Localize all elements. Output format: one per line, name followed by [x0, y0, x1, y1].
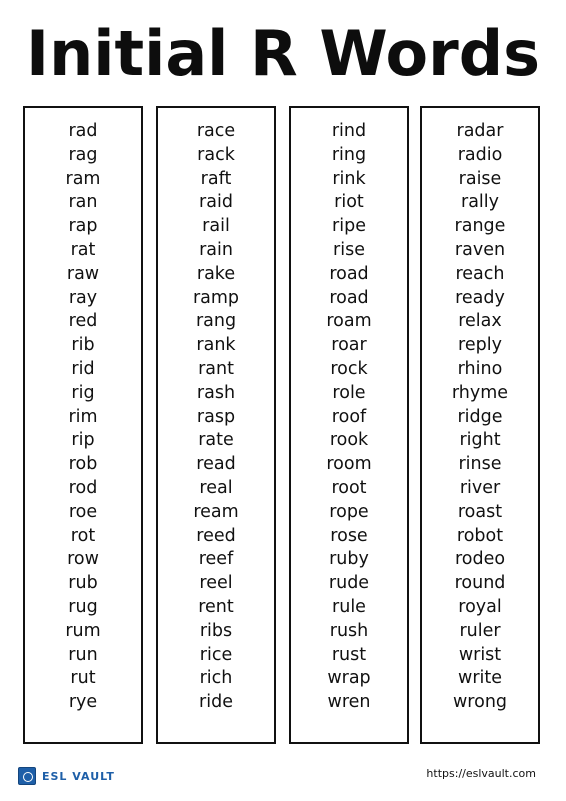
word-item: roe [68, 501, 98, 522]
word-item: ribs [199, 620, 233, 641]
word-item: rake [196, 263, 236, 284]
word-item: raven [454, 239, 506, 260]
brand-logo [18, 765, 115, 787]
word-item: rope [329, 501, 369, 522]
word-item: rice [199, 644, 233, 665]
word-item: rank [196, 335, 236, 356]
word-item: room [326, 454, 372, 475]
word-item: real [199, 477, 233, 498]
word-item: reef [198, 549, 234, 570]
word-item: roam [326, 311, 372, 332]
word-item: reel [199, 573, 233, 594]
word-item: rasp [196, 406, 236, 427]
word-item: round [454, 573, 506, 594]
word-item: role [332, 382, 366, 403]
word-item: ride [199, 692, 233, 713]
word-item: rinse [458, 454, 502, 475]
word-item: write [458, 668, 502, 689]
word-item: rook [329, 430, 369, 451]
word-item: rush [329, 620, 369, 641]
site-url: https://eslvault.com [426, 767, 536, 780]
word-column-1 [23, 106, 143, 744]
word-list [291, 108, 407, 715]
word-item: ripe [332, 216, 366, 237]
word-item: rent [198, 596, 234, 617]
word-item: read [196, 454, 236, 475]
word-item: raw [66, 263, 100, 284]
word-item: ran [68, 192, 98, 213]
word-item: raid [199, 192, 233, 213]
word-list [158, 108, 274, 715]
word-item: wrap [327, 668, 371, 689]
word-list [25, 108, 141, 715]
word-item: robot [456, 525, 504, 546]
word-column-2 [156, 106, 276, 744]
word-item: rock [330, 358, 368, 379]
word-item: rum [65, 620, 101, 641]
word-item: rat [70, 239, 96, 260]
word-item: rug [68, 596, 98, 617]
word-item: rod [68, 477, 98, 498]
word-item: ray [68, 287, 98, 308]
word-item: rye [68, 692, 98, 713]
word-item: ring [331, 144, 367, 165]
word-item: ruby [329, 549, 369, 570]
word-item: raise [458, 168, 502, 189]
word-item: roast [457, 501, 503, 522]
word-item: rap [68, 216, 98, 237]
word-item: rob [68, 454, 98, 475]
word-item: river [459, 477, 501, 498]
word-item: rise [333, 239, 365, 260]
word-item: rack [197, 144, 235, 165]
word-item: ream [193, 501, 239, 522]
word-item: rose [330, 525, 368, 546]
word-item: ramp [192, 287, 240, 308]
word-item: rid [71, 358, 95, 379]
word-item: ridge [457, 406, 503, 427]
word-item: rip [71, 430, 95, 451]
word-item: roof [331, 406, 367, 427]
word-item: rad [68, 121, 98, 141]
word-item: rail [202, 216, 230, 237]
word-item: relax [458, 311, 502, 332]
word-item: road [329, 263, 369, 284]
word-item: reed [196, 525, 236, 546]
word-item: rind [331, 121, 367, 141]
word-item: red [68, 311, 98, 332]
word-item: royal [458, 596, 502, 617]
word-item: rink [332, 168, 366, 189]
word-item: ruler [459, 620, 501, 641]
word-item: road [329, 287, 369, 308]
word-item: rhyme [451, 382, 509, 403]
word-column-3 [289, 106, 409, 744]
word-item: reply [458, 335, 502, 356]
word-item: rag [68, 144, 98, 165]
word-item: radio [457, 144, 503, 165]
word-item: radar [456, 121, 504, 141]
word-item: range [454, 216, 506, 237]
word-item: rub [68, 573, 98, 594]
word-item: rude [328, 573, 370, 594]
page-title: Initial R Words [26, 17, 540, 90]
logo-text: ESL VAULT [42, 769, 115, 783]
word-item: run [68, 644, 98, 665]
word-item: rate [198, 430, 234, 451]
word-item: raft [200, 168, 232, 189]
word-item: root [331, 477, 367, 498]
word-item: ready [455, 287, 505, 308]
word-list [422, 108, 538, 715]
word-item: rain [199, 239, 233, 260]
word-item: rang [195, 311, 237, 332]
word-item: rig [71, 382, 95, 403]
word-item: rhino [457, 358, 503, 379]
word-item: rash [196, 382, 236, 403]
word-item: rant [198, 358, 234, 379]
word-item: rodeo [454, 549, 506, 570]
word-item: reach [455, 263, 505, 284]
word-item: wren [327, 692, 371, 713]
word-item: rim [68, 406, 98, 427]
word-item: rust [331, 644, 367, 665]
word-columns [23, 106, 545, 748]
word-item: right [459, 430, 501, 451]
word-item: rich [199, 668, 233, 689]
word-item: rule [332, 596, 366, 617]
word-item: rot [70, 525, 96, 546]
word-item: ram [65, 168, 101, 189]
word-item: rut [70, 668, 96, 689]
word-item: roar [331, 335, 367, 356]
word-item: row [67, 549, 99, 570]
word-item: race [196, 121, 236, 141]
word-item: wrist [458, 644, 502, 665]
word-item: riot [334, 192, 364, 213]
word-item: rally [461, 192, 499, 213]
word-item: wrong [452, 692, 508, 713]
esl-vault-logo-icon [18, 767, 36, 785]
word-item: rib [71, 335, 95, 356]
footer [0, 762, 566, 790]
word-column-4 [420, 106, 540, 744]
